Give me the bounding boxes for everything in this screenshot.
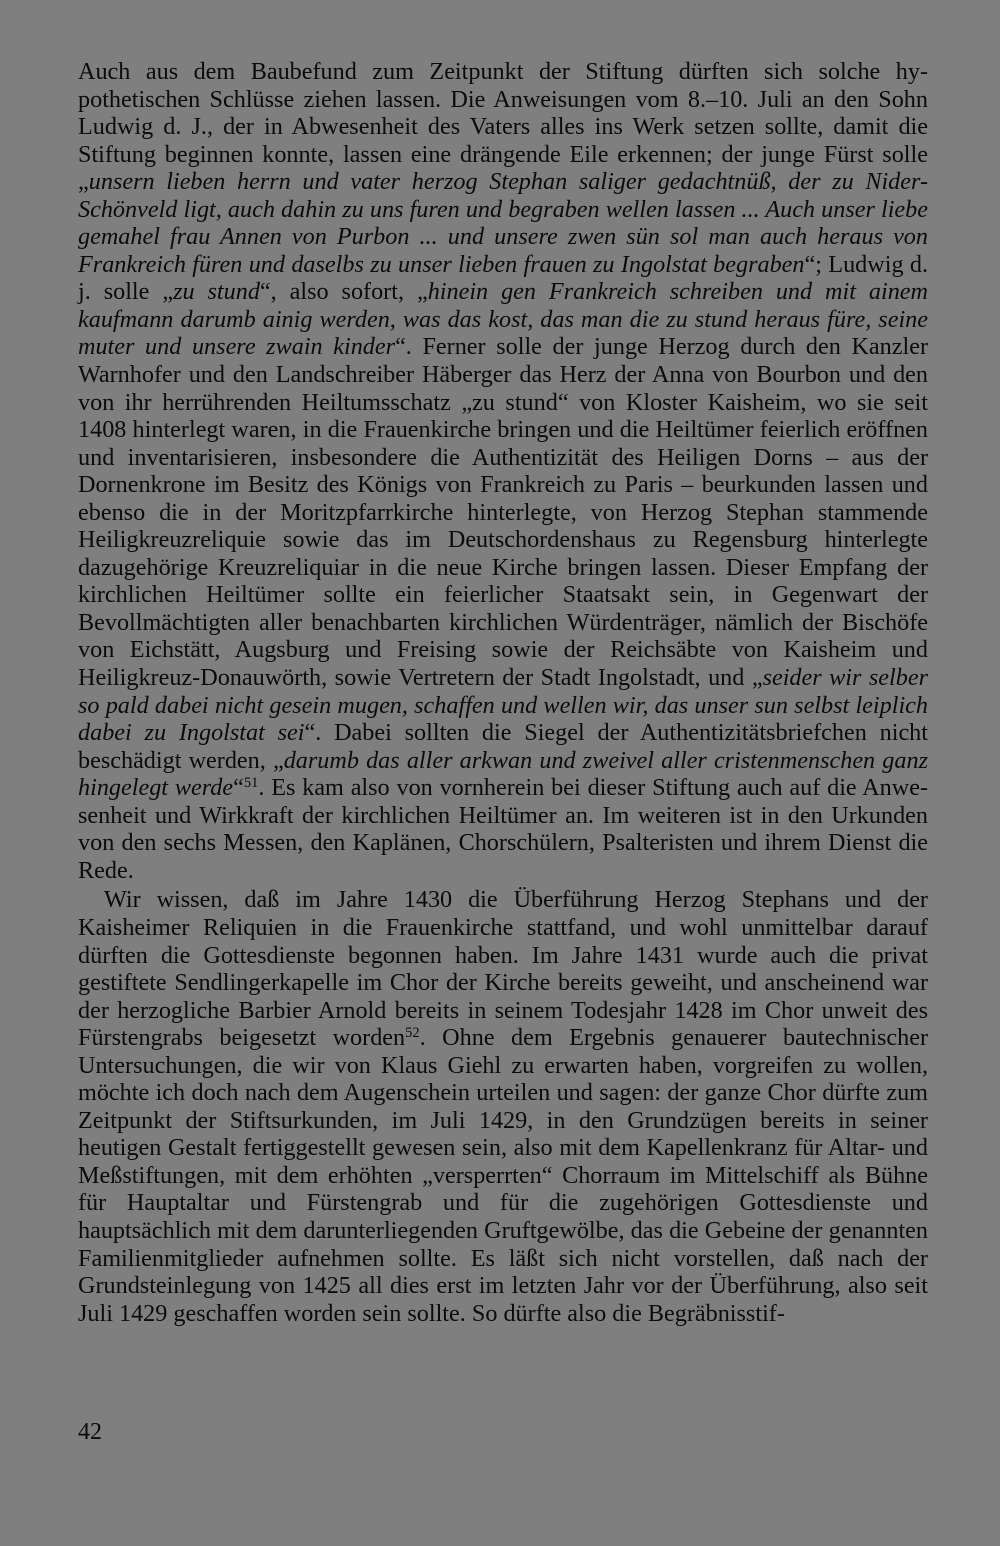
footnote-ref: 51 xyxy=(243,775,259,792)
body-text: “. Dabei sollten die Siegel der Authentizitätsbriefchen nicht beschädigt werden, „ xyxy=(78,719,928,774)
body-text: Wir wissen, daß im Jahre 1430 die Überführung Herzog Stephans und der Kaisheimer Reliquien in die Frauenkirche stattfand, und wohl unmittelbar darauf dürften die Gottesdienste begonnen haben. Im Jahre 1431 wurde auch die privat gestiftete Sendlingerkapelle im Chor der Kirche bereits geweiht, und anscheinend war der herzogliche Barbier Arnold bereits in seinem Todesjahr 1428 im Chor unweit des Fürstengrabs beigesetzt worden xyxy=(78,886,928,1052)
footnote-ref: 52 xyxy=(405,1025,420,1042)
paragraph-2 xyxy=(78,886,928,1327)
quoted-source-text: seider wir selber so pald dabei nicht gesein mugen, schaffen und wellen wir, das unser sun selbst leiplich dabei zu Ingolstat sei xyxy=(78,664,928,747)
body-text: . Ohne dem Ergebnis genauerer bautechnischer Untersuchungen, die wir von Klaus Giehl zu erwarten haben, vorgreifen zu wollen, möchte ich doch nach dem Augenschein urteilen und sagen: der ganze Chor dürfte zum Zeitpunkt der Stiftsurkunden, im Juli 1429, in den Grundzügen bereits in seiner heutigen Gestalt fertiggestellt gewesen sein, also mit dem Kapellenkranz für Altar- und Meßstiftungen, mit dem erhöhten „versperrten“ Chorraum im Mittelschiff als Bühne für Hauptaltar und Fürstengrab und für die zugehörigen Gottesdienste und hauptsächlich mit dem darunterliegenden Gruftgewölbe, das die Gebeine der genannten Familienmitglieder aufnehmen sollte. Es läßt sich nicht vorstellen, daß nach der Grundsteinlegung von 1425 all dies erst im letzten Jahr vor der Überführung, also seit Juli 1429 geschaffen worden sein sollte. So dürfte also die Begräbnisstif- xyxy=(78,1024,928,1327)
body-text: “. Ferner solle der junge Herzog durch den Kanzler Warnhofer und den Landschreiber Häberger das Herz der Anna von Bourbon und den von ihr herrührenden Heiltumsschatz „zu stund“ von Kloster Kaisheim, wo sie seit 1408 hinterlegt waren, in die Frauenkirche bringen und die Heiltümer feierlich eröffnen und inventarisieren, insbesondere die Authentizität des Heiligen Dorns – aus der Dornenkrone im Besitz des Königs von Frankreich zu Paris – beurkunden lassen und ebenso die in der Moritzpfarrkirche hinterlegte, von Herzog Stephan stammende Heiligkreuzreliquie sowie das im Deutschordenshaus zu Regensburg hinterlegte dazugehörige Kreuzreliquiar in die neue Kirche bringen lassen. Dieser Empfang der kirchlichen Heiltümer sollte ein feierlicher Staatsakt sein, in Gegenwart der Bevollmächtigten aller benachbarten kirchlichen Würdenträger, nämlich der Bischöfe von Eichstätt, Augsburg und Freising sowie der Reichsäbte von Kaisheim und Heiligkreuz-Donauwörth, sowie Vertretern der Stadt Ingolstadt, und „ xyxy=(78,333,929,692)
body-text: Auch aus dem Baubefund zum Zeitpunkt der Stiftung dürften sich solche hypothetischen Schlüsse ziehen lassen. Die Anweisungen vom 8.–10. Juli an den Sohn Ludwig d. J., der in Abwesenheit des Vaters alles ins Werk setzen sollte, damit die Stiftung beginnen konnte, lassen eine drängende Eile erkennen; der junge Fürst solle „ xyxy=(78,58,928,196)
paragraph-1 xyxy=(78,58,928,884)
quoted-source-text: unsern lieben herrn und vater herzog Stephan saliger gedachtnüß, der zu Nider-Schönveld ligt, auch dahin zu uns furen und begraben wellen lassen ... Auch unser liebe gemahel frau Annen von Purbon ... und unsere zwen sün sol man auch heraus von Frankreich füren und daselbs zu unser lieben frauen zu Ingolstat begraben xyxy=(78,168,928,278)
body-text: “, also sofort, „ xyxy=(259,278,428,306)
quoted-source-text: darumb das aller arkwan und zweivel aller cristenmenschen ganz hingelegt werde xyxy=(78,746,928,802)
body-text: “; Ludwig d. j. solle „ xyxy=(78,250,929,306)
body-text: . Es kam also von vornherein bei dieser Stiftung auch auf die Anwesenheit und Wirkkraft der kirchlichen Heiltümer an. Im weiteren ist in den Urkunden von den sechs Messen, den Kaplänen, Chorschülern, Psalteristen und ihrem Dienst die Rede. xyxy=(78,774,928,884)
text-column xyxy=(78,58,928,1327)
quoted-source-text: zu stund xyxy=(173,278,260,306)
body-text: “ xyxy=(233,774,244,802)
quoted-source-text: hinein gen Frankreich schreiben und mit ainem kaufmann darumb ainig werden, was das kost, das man die zu stund heraus füre, seine muter und unsere zwain kinder xyxy=(78,278,929,361)
page-number: 42 xyxy=(78,1419,102,1445)
